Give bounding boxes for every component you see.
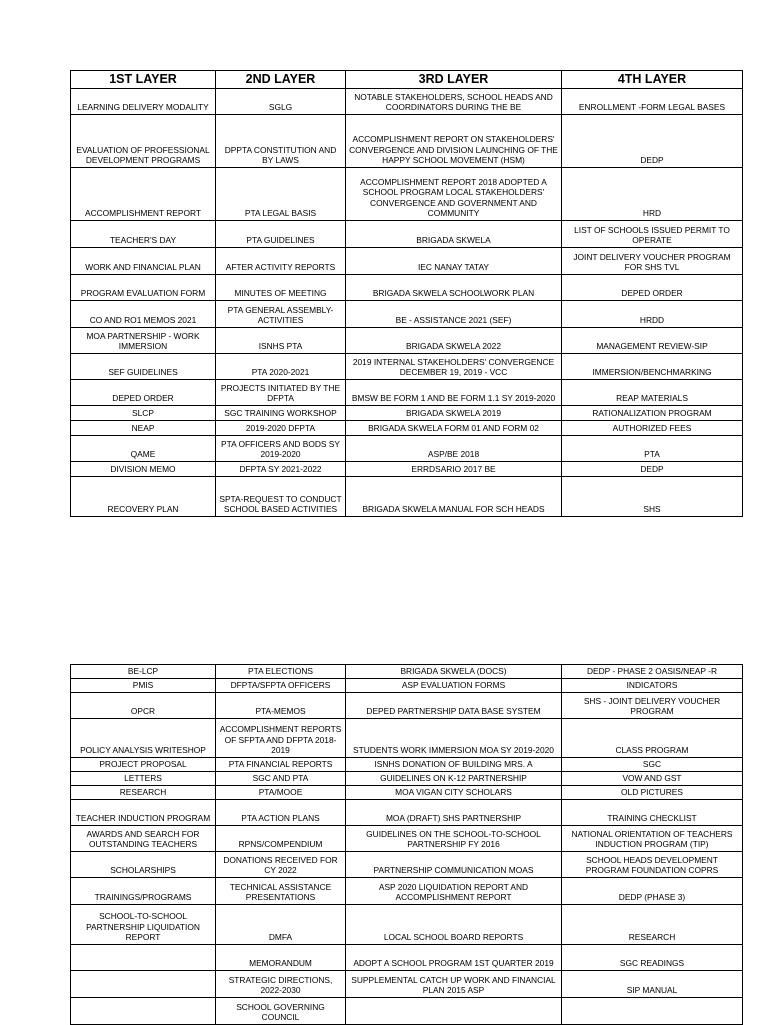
header-4th-layer: 4TH LAYER [562,71,743,89]
header-2nd-layer: 2ND LAYER [216,71,346,89]
table-cell: DEDP (PHASE 3) [562,878,743,905]
table-cell [71,998,216,1025]
table-row [71,826,743,852]
table-cell: DPPTA CONSTITUTION AND BY LAWS [216,115,346,168]
table-cell: DFPTA/SFPTA OFFICERS [216,679,346,693]
table-cell: IMMERSION/BENCHMARKING [562,354,743,380]
table-row [71,328,743,354]
table-cell: ASP EVALUATION FORMS [346,679,562,693]
table-cell: BRIGADA SKWELA (DOCS) [346,665,562,679]
table-cell: BE - ASSISTANCE 2021 (SEF) [346,301,562,328]
table-cell: STUDENTS WORK IMMERSION MOA SY 2019-2020 [346,719,562,758]
table-row [71,665,743,679]
table-cell [71,945,216,971]
table-cell: VOW AND GST [562,772,743,786]
table-cell: BMSW BE FORM 1 AND BE FORM 1.1 SY 2019-2020 [346,380,562,406]
table-row [71,693,743,719]
layers-table-bottom [70,664,743,1025]
table-cell: SGC AND PTA [216,772,346,786]
table-cell: SHS - JOINT DELIVERY VOUCHER PROGRAM [562,693,743,719]
table-cell: SCHOOL HEADS DEVELOPMENT PROGRAM FOUNDATION COPRS [562,852,743,878]
table-cell: BRIGADA SKWELA MANUAL FOR SCH HEADS [346,477,562,517]
table-row [71,878,743,905]
table-cell: NEAP [71,421,216,436]
table-cell: AWARDS AND SEARCH FOR OUTSTANDING TEACHERS [71,826,216,852]
table-row [71,301,743,328]
table-cell: JOINT DELIVERY VOUCHER PROGRAM FOR SHS TVL [562,248,743,275]
table-cell: TRAINING CHECKLIST [562,800,743,826]
table-row [71,998,743,1025]
table-cell: AFTER ACTIVITY REPORTS [216,248,346,275]
header-3rd-layer: 3RD LAYER [346,71,562,89]
table-cell: BE-LCP [71,665,216,679]
table-cell: PARTNERSHIP COMMUNICATION MOAS [346,852,562,878]
table-cell: SIP MANUAL [562,971,743,998]
table-cell: QAME [71,436,216,462]
table-row [71,786,743,800]
table-cell: ACCOMPLISHMENT REPORT ON STAKEHOLDERS' CONVERGENCE AND DIVISION LAUNCHING OF THE HAPPY SCHOOL MOVEMENT (HSM) [346,115,562,168]
table-cell: ACCOMPLISHMENT REPORT 2018 ADOPTED A SCHOOL PROGRAM LOCAL STAKEHOLDERS' CONVERGENCE AND GOVERNMENT AND COMMUNITY [346,168,562,221]
table-cell: BRIGADA SKWELA FORM 01 AND FORM 02 [346,421,562,436]
table-cell: SCHOOL-TO-SCHOOL PARTNERSHIP LIQUIDATION REPORT [71,905,216,945]
table-row [71,852,743,878]
table-row [71,248,743,275]
table-cell: TRAININGS/PROGRAMS [71,878,216,905]
table-cell: POLICY ANALYSIS WRITESHOP [71,719,216,758]
table-cell: PTA/MOOE [216,786,346,800]
table-cell: DEPED ORDER [562,275,743,301]
table-row [71,115,743,168]
table-cell: 2019-2020 DFPTA [216,421,346,436]
table-cell: LOCAL SCHOOL BOARD REPORTS [346,905,562,945]
table-cell: HRDD [562,301,743,328]
table-row [71,421,743,436]
table-cell: INDICATORS [562,679,743,693]
table-cell: PTA [562,436,743,462]
table-cell: MEMORANDUM [216,945,346,971]
table-cell: SGLG [216,89,346,115]
table-cell: STRATEGIC DIRECTIONS, 2022-2030 [216,971,346,998]
table-cell: MINUTES OF MEETING [216,275,346,301]
table-cell: ASP/BE 2018 [346,436,562,462]
table-cell: GUIDELINES ON THE SCHOOL-TO-SCHOOL PARTNERSHIP FY 2016 [346,826,562,852]
table-cell: DMFA [216,905,346,945]
table-row [71,168,743,221]
table-cell: SHS [562,477,743,517]
table-row [71,971,743,998]
table-cell: 2019 INTERNAL STAKEHOLDERS' CONVERGENCE DECEMBER 19, 2019 - VCC [346,354,562,380]
table-row [71,679,743,693]
table-row [71,89,743,115]
table-cell: IEC NANAY TATAY [346,248,562,275]
table-cell: PTA 2020-2021 [216,354,346,380]
table-row [71,800,743,826]
table-cell: BRIGADA SKWELA [346,221,562,248]
table-cell: DEPED PARTNERSHIP DATA BASE SYSTEM [346,693,562,719]
table-cell: DFPTA SY 2021-2022 [216,462,346,477]
table-cell: ISNHS PTA [216,328,346,354]
table-row [71,436,743,462]
header-1st-layer: 1ST LAYER [71,71,216,89]
table-cell: PTA ELECTIONS [216,665,346,679]
table-cell: ADOPT A SCHOOL PROGRAM 1ST QUARTER 2019 [346,945,562,971]
table-cell: LEARNING DELIVERY MODALITY [71,89,216,115]
table-cell: DEPED ORDER [71,380,216,406]
table-cell: SCHOOL GOVERNING COUNCIL [216,998,346,1025]
table-cell: DONATIONS RECEIVED FOR CY 2022 [216,852,346,878]
table-cell: SPTA-REQUEST TO CONDUCT SCHOOL BASED ACTIVITIES [216,477,346,517]
table-cell: SGC TRAINING WORKSHOP [216,406,346,421]
table-cell: RESEARCH [71,786,216,800]
table-cell: SUPPLEMENTAL CATCH UP WORK AND FINANCIAL PLAN 2015 ASP [346,971,562,998]
table-cell: NATIONAL ORIENTATION OF TEACHERS INDUCTION PROGRAM (TIP) [562,826,743,852]
table-cell: OPCR [71,693,216,719]
table-cell: MANAGEMENT REVIEW-SIP [562,328,743,354]
table-cell: ISNHS DONATION OF BUILDING MRS. A [346,758,562,772]
table-cell: SCHOLARSHIPS [71,852,216,878]
table-cell: PROJECTS INITIATED BY THE DFPTA [216,380,346,406]
table-cell: TEACHER INDUCTION PROGRAM [71,800,216,826]
table-cell: SEF GUIDELINES [71,354,216,380]
table-cell: RECOVERY PLAN [71,477,216,517]
table-cell: PTA OFFICERS AND BODS SY 2019-2020 [216,436,346,462]
table-cell: PTA GENERAL ASSEMBLY-ACTIVITIES [216,301,346,328]
table-cell: REAP MATERIALS [562,380,743,406]
table-cell: SLCP [71,406,216,421]
table-cell: TEACHER'S DAY [71,221,216,248]
table-row [71,406,743,421]
table-cell: WORK AND FINANCIAL PLAN [71,248,216,275]
table-cell: MOA PARTNERSHIP - WORK IMMERSION [71,328,216,354]
table-cell: PTA LEGAL BASIS [216,168,346,221]
table-cell: ASP 2020 LIQUIDATION REPORT AND ACCOMPLISHMENT REPORT [346,878,562,905]
table-cell: PROJECT PROPOSAL [71,758,216,772]
table-row [71,945,743,971]
table-cell: MOA (DRAFT) SHS PARTNERSHIP [346,800,562,826]
table-row [71,905,743,945]
table-cell: BRIGADA SKWELA 2022 [346,328,562,354]
table-cell: NOTABLE STAKEHOLDERS, SCHOOL HEADS AND COORDINATORS DURING THE BE [346,89,562,115]
table-cell: LETTERS [71,772,216,786]
table-cell: BRIGADA SKWELA SCHOOLWORK PLAN [346,275,562,301]
table-cell [346,998,562,1025]
table-cell: CLASS PROGRAM [562,719,743,758]
table-cell: PROGRAM EVALUATION FORM [71,275,216,301]
table-cell: AUTHORIZED FEES [562,421,743,436]
table-row [71,719,743,758]
table-cell [71,971,216,998]
table-cell: SGC READINGS [562,945,743,971]
table-cell: ENROLLMENT -FORM LEGAL BASES [562,89,743,115]
table-cell: BRIGADA SKWELA 2019 [346,406,562,421]
table-cell: GUIDELINES ON K-12 PARTNERSHIP [346,772,562,786]
table-cell: RPNS/COMPENDIUM [216,826,346,852]
table-cell: OLD PICTURES [562,786,743,800]
table-cell: PMIS [71,679,216,693]
table-cell: PTA ACTION PLANS [216,800,346,826]
table-cell: PTA-MEMOS [216,693,346,719]
table-cell: PTA GUIDELINES [216,221,346,248]
table-cell: DEDP [562,115,743,168]
table-cell: PTA FINANCIAL REPORTS [216,758,346,772]
table-cell: SGC [562,758,743,772]
table-row [71,772,743,786]
layers-table-top [70,70,743,517]
table-cell: TECHNICAL ASSISTANCE PRESENTATIONS [216,878,346,905]
table-cell: DEDP - PHASE 2 OASIS/NEAP -R [562,665,743,679]
table-row [71,462,743,477]
table-cell: DEDP [562,462,743,477]
table-cell: ACCOMPLISHMENT REPORT [71,168,216,221]
table-cell: MOA VIGAN CITY SCHOLARS [346,786,562,800]
table-row [71,354,743,380]
table-cell: LIST OF SCHOOLS ISSUED PERMIT TO OPERATE [562,221,743,248]
table-cell [562,998,743,1025]
table-row [71,380,743,406]
table-row [71,221,743,248]
table-cell: EVALUATION OF PROFESSIONAL DEVELOPMENT PROGRAMS [71,115,216,168]
table-cell: RESEARCH [562,905,743,945]
table-row [71,477,743,517]
table-row [71,758,743,772]
table-cell: ACCOMPLISHMENT REPORTS OF SFPTA AND DFPTA 2018-2019 [216,719,346,758]
table-cell: DIVISION MEMO [71,462,216,477]
table-cell: ERRDSARIO 2017 BE [346,462,562,477]
table-row [71,275,743,301]
table-cell: RATIONALIZATION PROGRAM [562,406,743,421]
header-row [71,71,743,89]
table-cell: CO AND RO1 MEMOS 2021 [71,301,216,328]
table-cell: HRD [562,168,743,221]
